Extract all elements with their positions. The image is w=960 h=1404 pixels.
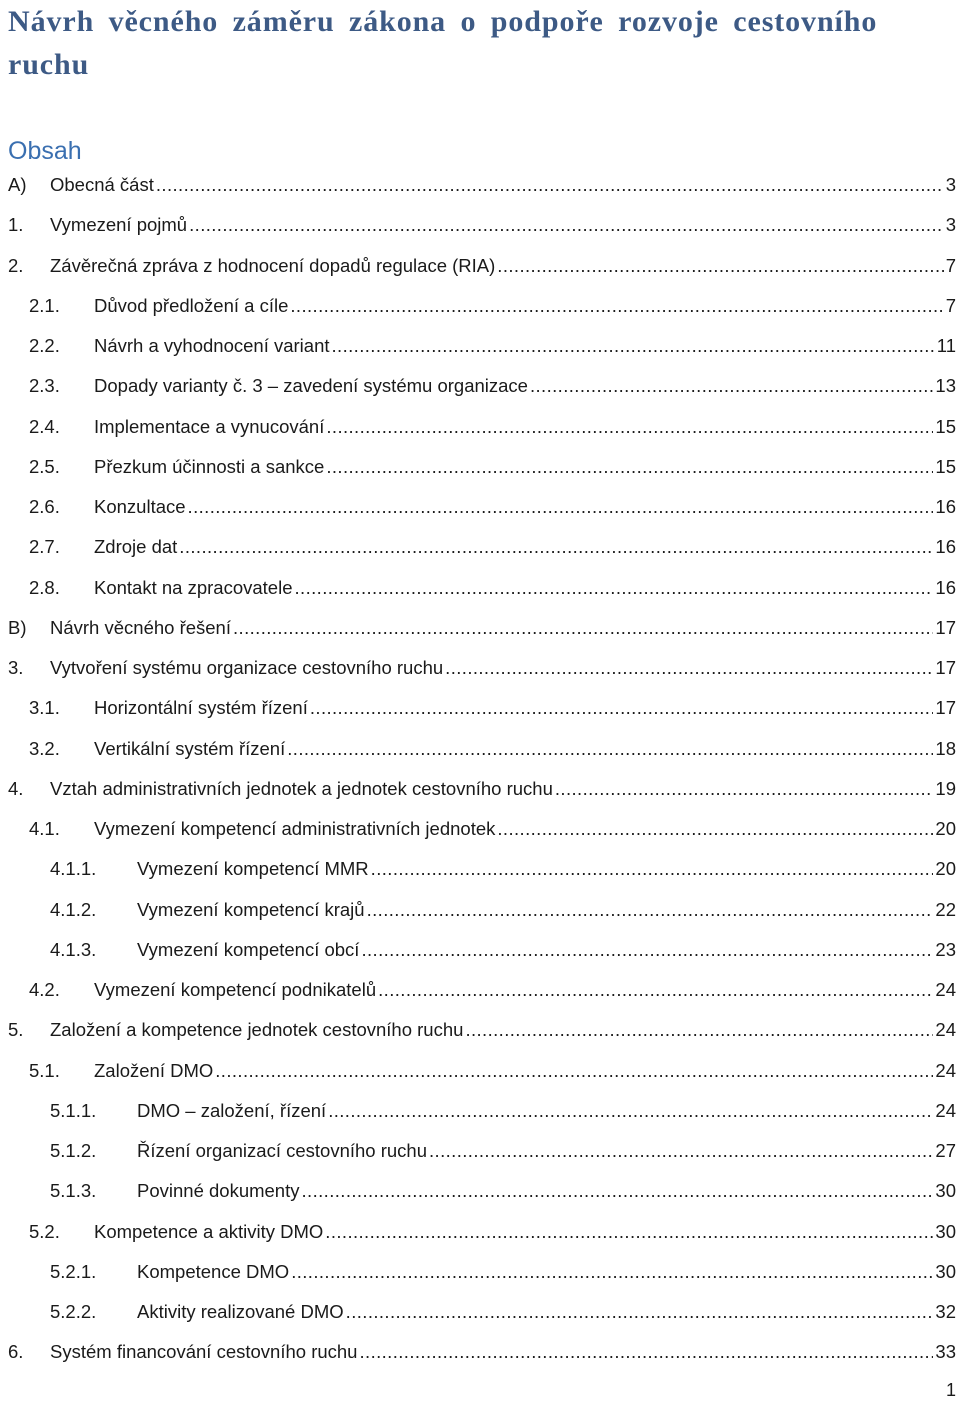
toc-entry[interactable] (0, 608, 960, 648)
document-title: Návrh věcného záměru zákona o podpoře rozvoje cestovního ruchu (8, 5, 878, 81)
toc-entry-number: 2.3. (29, 375, 60, 397)
toc-entry[interactable] (0, 527, 960, 567)
toc-entry[interactable] (0, 1131, 960, 1171)
toc-entry-page: 22 (935, 898, 956, 920)
dot-leader (445, 648, 933, 688)
dot-leader (371, 849, 934, 889)
dot-leader (290, 286, 943, 326)
toc-entry-page: 30 (935, 1260, 956, 1282)
toc-entry-label: Vymezení kompetencí krajů (137, 898, 365, 920)
toc-entry-label: Systém financování cestovního ruchu (50, 1341, 358, 1363)
dot-leader (497, 809, 933, 849)
toc-entry[interactable] (0, 1332, 960, 1372)
toc-entry-page: 20 (935, 818, 956, 839)
toc-entry-page: 27 (935, 1140, 956, 1161)
toc-entry-label: Zdroje dat (94, 536, 178, 558)
dot-leader (346, 1292, 934, 1332)
toc-entry-number: 5.1.2. (50, 1140, 97, 1161)
toc-entry-label: Aktivity realizované DMO (137, 1301, 344, 1322)
toc-entry-number: 4.1. (29, 818, 60, 839)
toc-entry-page: 3 (945, 174, 956, 195)
toc-entry-page: 13 (935, 375, 956, 397)
toc-entry-number: 5.2.1. (50, 1260, 97, 1282)
toc-entry[interactable] (0, 447, 960, 487)
dot-leader (189, 205, 944, 245)
toc-entry-page: 17 (935, 616, 956, 638)
dot-leader (378, 970, 933, 1010)
toc-entry-page: 20 (935, 858, 956, 880)
dot-leader (429, 1131, 933, 1171)
toc-entry-page: 16 (935, 576, 956, 598)
toc-entry-number: 2.1. (29, 294, 60, 316)
page-number: 1 (945, 1380, 956, 1400)
toc-entry-number: 4.1.1. (50, 858, 97, 880)
dot-leader (359, 1332, 933, 1372)
toc-entry-number: 5.1.1. (50, 1099, 97, 1121)
toc-heading: Obsah (8, 137, 82, 165)
toc-entry-page: 23 (935, 938, 956, 960)
toc-entry-label: Návrh věcného řešení (50, 616, 231, 638)
toc-entry-page: 18 (935, 737, 956, 759)
toc-entry-label: Horizontální systém řízení (94, 697, 308, 719)
toc-entry[interactable] (0, 769, 960, 809)
toc-entry-label: Přezkum účinnosti a sankce (94, 455, 325, 477)
dot-leader (530, 366, 933, 406)
toc-entry-page: 24 (935, 1059, 956, 1081)
dot-leader (310, 688, 934, 728)
toc-entry[interactable] (0, 246, 960, 286)
toc-entry-page: 16 (935, 536, 956, 558)
toc-entry-number: 3. (8, 657, 24, 678)
dot-leader (188, 487, 934, 527)
dot-leader (328, 1091, 933, 1131)
toc-entry[interactable] (0, 487, 960, 527)
toc-entry[interactable] (0, 1252, 960, 1292)
dot-leader (233, 608, 933, 648)
dot-leader (361, 930, 933, 970)
dot-leader (215, 1051, 933, 1091)
toc-entry[interactable] (0, 568, 960, 608)
toc-entry-label: Návrh a vyhodnocení variant (94, 335, 330, 356)
toc-entry-number: 2.8. (29, 576, 60, 598)
toc-entry-label: DMO – založení, řízení (137, 1099, 327, 1121)
dot-leader (367, 890, 934, 930)
dot-leader (325, 1212, 933, 1252)
toc-entry-number: 5. (8, 1019, 24, 1041)
toc-entry-label: Vytvoření systému organizace cestovního ruchu (50, 657, 444, 678)
toc-entry-label: Řízení organizací cestovního ruchu (137, 1140, 427, 1161)
toc-entry-label: Vztah administrativních jednotek a jednotek cestovního ruchu (50, 777, 553, 799)
toc-entry-page: 24 (935, 1019, 956, 1041)
toc-entry[interactable] (0, 849, 960, 889)
toc-entry[interactable] (0, 648, 960, 688)
toc-entry[interactable] (0, 970, 960, 1010)
toc-entry-page: 15 (935, 455, 956, 477)
toc-entry-page: 24 (935, 979, 956, 1000)
toc-entry[interactable] (0, 326, 960, 366)
toc-entry-number: 5.2.2. (50, 1301, 97, 1322)
dot-leader (156, 165, 944, 205)
toc-entry[interactable] (0, 286, 960, 326)
toc-entry-number: 2.4. (29, 415, 60, 437)
toc-entry[interactable] (0, 1051, 960, 1091)
toc-entry-number: 2. (8, 254, 24, 276)
toc-entry-label: Obecná část (50, 174, 154, 195)
dot-leader (302, 1171, 934, 1211)
toc-entry-label: Vertikální systém řízení (94, 737, 286, 759)
toc-entry-page: 17 (935, 657, 956, 678)
toc-entry-page: 33 (935, 1341, 956, 1363)
toc-entry-number: 2.2. (29, 335, 60, 356)
toc-entry[interactable] (0, 1292, 960, 1332)
toc-entry[interactable] (0, 366, 960, 406)
toc-entry-page: 15 (935, 415, 956, 437)
toc-entry-number: 4. (8, 777, 24, 799)
dot-leader (555, 769, 934, 809)
toc-entry-number: 3.1. (29, 697, 60, 719)
toc-entry-label: Vymezení pojmů (50, 214, 188, 236)
toc-entry-label: Závěrečná zpráva z hodnocení dopadů regulace (RIA) (50, 254, 496, 276)
toc-entry[interactable] (0, 1212, 960, 1252)
toc-entry[interactable] (0, 1091, 960, 1131)
toc-entry-number: B) (8, 616, 27, 638)
toc-entry-number: 2.7. (29, 536, 60, 558)
toc-entry-label: Založení DMO (94, 1059, 214, 1081)
toc-entry-label: Kompetence a aktivity DMO (94, 1220, 324, 1242)
toc-entry-number: 4.1.2. (50, 898, 97, 920)
toc-entry-number: 3.2. (29, 737, 60, 759)
toc-entry-number: 4.2. (29, 979, 60, 1000)
dot-leader (465, 1010, 933, 1050)
toc-entry-number: 5.1. (29, 1059, 60, 1081)
toc-entry[interactable] (0, 729, 960, 769)
toc-entry-page: 7 (945, 254, 956, 276)
toc-entry-label: Vymezení kompetencí MMR (137, 858, 369, 880)
dot-leader (326, 447, 933, 487)
toc-entry-label: Kompetence DMO (137, 1260, 290, 1282)
toc-entry[interactable] (0, 930, 960, 970)
toc-entry[interactable] (0, 1010, 960, 1050)
toc-entry-page: 7 (945, 294, 956, 316)
toc-entry[interactable] (0, 809, 960, 849)
toc-entry-page: 3 (945, 214, 956, 236)
toc-entry-number: 2.6. (29, 496, 60, 517)
dot-leader (326, 407, 933, 447)
toc-entry-label: Povinné dokumenty (137, 1180, 300, 1202)
toc-entry-page: 30 (935, 1180, 956, 1202)
dot-leader (287, 729, 933, 769)
toc-entry-label: Důvod předložení a cíle (94, 294, 289, 316)
toc-entry[interactable] (0, 165, 960, 205)
dot-leader (497, 246, 943, 286)
dot-leader (295, 568, 934, 608)
toc-entry-page: 19 (935, 777, 956, 799)
toc-entry-label: Kontakt na zpracovatele (94, 576, 293, 598)
toc-entry-page: 11 (936, 335, 956, 356)
toc-entry[interactable] (0, 890, 960, 930)
toc-entry-label: Konzultace (94, 496, 186, 517)
toc-entry-page: 17 (935, 697, 956, 719)
toc-entry-page: 16 (935, 496, 956, 517)
toc-entry-page: 24 (935, 1099, 956, 1121)
dot-leader (291, 1252, 933, 1292)
toc-entry-page: 32 (935, 1301, 956, 1322)
toc-entry-number: 6. (8, 1341, 24, 1363)
toc-entry-label: Vymezení kompetencí administrativních jednotek (94, 818, 496, 839)
toc-entry-number: 4.1.3. (50, 938, 97, 960)
toc-entry-label: Implementace a vynucování (94, 415, 325, 437)
toc-entry-number: 5.1.3. (50, 1180, 97, 1202)
toc-entry-page: 30 (935, 1220, 956, 1242)
toc-entry-label: Založení a kompetence jednotek cestovního ruchu (50, 1019, 464, 1041)
dot-leader (332, 326, 935, 366)
toc-entry-number: A) (8, 174, 27, 195)
toc-entry-number: 1. (8, 214, 24, 236)
toc-entry-label: Vymezení kompetencí obcí (137, 938, 360, 960)
dot-leader (179, 527, 933, 567)
toc-entry[interactable] (0, 205, 960, 245)
toc-entry-number: 5.2. (29, 1220, 60, 1242)
toc-entry-label: Dopady varianty č. 3 – zavedení systému organizace (94, 375, 528, 397)
toc-entry-label: Vymezení kompetencí podnikatelů (94, 979, 377, 1000)
toc-entry[interactable] (0, 1171, 960, 1211)
toc-entry-number: 2.5. (29, 455, 60, 477)
toc-entry[interactable] (0, 407, 960, 447)
toc-entry[interactable] (0, 688, 960, 728)
